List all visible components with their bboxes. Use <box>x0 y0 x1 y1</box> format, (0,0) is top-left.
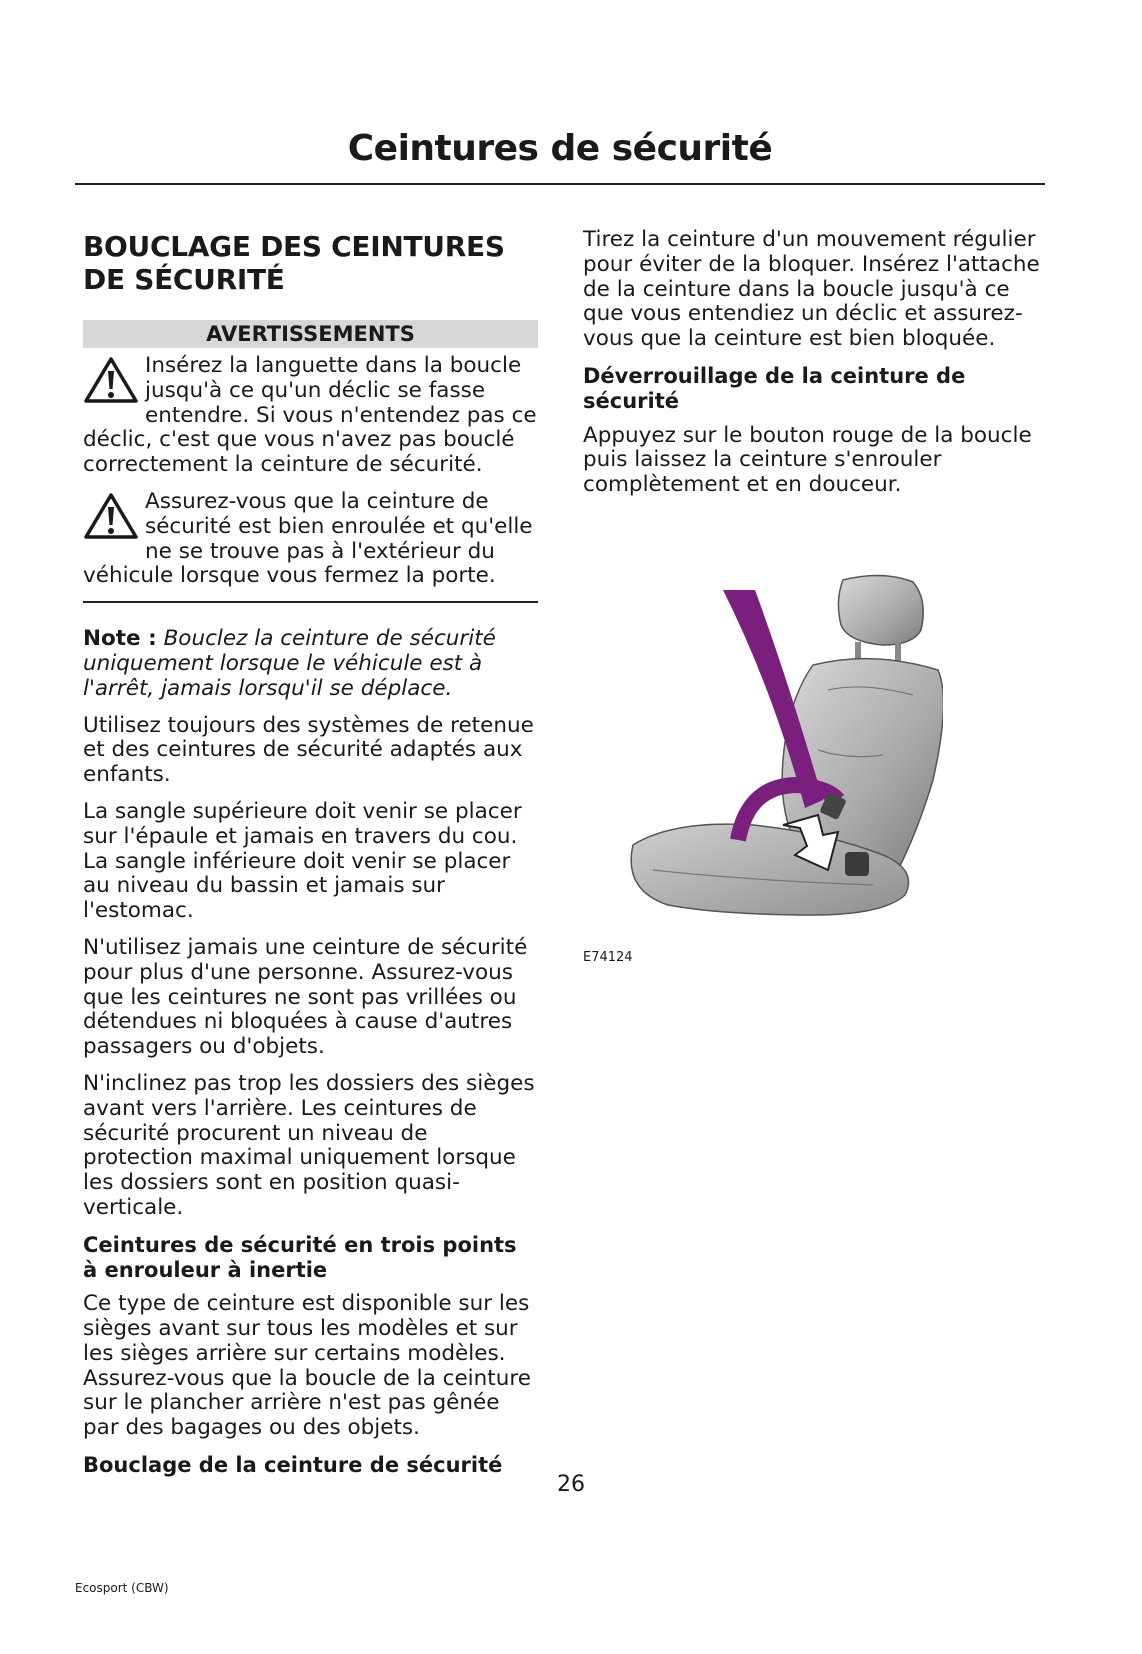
warning-triangle-icon <box>83 356 139 404</box>
figure-id: E74124 <box>583 950 633 965</box>
warning-item <box>83 354 538 478</box>
warnings-divider <box>83 601 538 603</box>
warning-text: Insérez la languette dans la boucle jusqu'à ce qu'un déclic se fasse entendre. Si vous n'entendez pas ce déclic, c'est que vous n'avez pas bouclé correctement la ceinture de sécurité. <box>83 353 537 478</box>
warning-text: Assurez-vous que la ceinture de sécurité est bien enroulée et qu'elle ne se trouve pas à l'extérieur du véhicule lorsque vous fermez la porte. <box>83 488 533 589</box>
note-text: Bouclez la ceinture de sécurité uniquement lorsque le véhicule est à l'arrêt, jamais lorsqu'il se déplace. <box>83 626 496 701</box>
warning-item <box>83 490 538 589</box>
title-divider <box>75 183 1045 185</box>
warning-triangle-icon <box>83 492 139 540</box>
paragraph: Ce type de ceinture est disponible sur les sièges avant sur tous les modèles et sur les sièges arrière sur certains modèles. Assurez-vous que la boucle de la ceinture sur le plancher arrière n'est pas gênée par des bagages ou des objets. <box>83 1291 531 1441</box>
left-column <box>83 228 538 1488</box>
note-label: Note : <box>83 626 157 652</box>
paragraph: Tirez la ceinture d'un mouvement régulier pour éviter de la bloquer. Insérez l'attache de la ceinture dans la boucle jusqu'à ce que vous entendiez un déclic et assurez-vous que la ceinture est bien bloquée. <box>583 227 1040 352</box>
subheading-unlock: Déverrouillage de la ceinture de sécurité <box>583 363 966 413</box>
subheading-fastening: Bouclage de la ceinture de sécurité <box>83 1453 503 1478</box>
right-column <box>583 228 1043 510</box>
paragraph: La sangle supérieure doit venir se placer sur l'épaule et jamais en travers du cou. La sangle inférieure doit venir se placer au niveau du bassin et jamais sur l'estomac. <box>83 798 522 924</box>
paragraph: Utilisez toujours des systèmes de retenue et des ceintures de sécurité adaptés aux enfants. <box>83 712 534 788</box>
section-title: BOUCLAGE DES CEINTURES DE SÉCURITÉ <box>83 230 505 296</box>
page-title: Ceintures de sécurité <box>347 128 773 169</box>
page-number: 26 <box>557 1472 585 1497</box>
note <box>83 627 538 701</box>
warnings-heading: AVERTISSEMENTS <box>83 320 538 348</box>
paragraph: Appuyez sur le bouton rouge de la boucle puis laissez la ceinture s'enrouler complètement et en douceur. <box>583 422 1032 498</box>
paragraph: N'utilisez jamais une ceinture de sécurité pour plus d'une personne. Assurez-vous que les ceintures ne sont pas vrillées ou détendues ni bloquées à cause d'autres passagers ou d'objets. <box>83 934 528 1060</box>
paragraph: N'inclinez pas trop les dossiers des sièges avant vers l'arrière. Les ceintures de sécurité procurent un niveau de protection maximal uniquement lorsque les dossiers sont en position quasi-verticale. <box>83 1070 535 1220</box>
subheading-inertia: Ceintures de sécurité en trois points à enrouleur à inertie <box>83 1232 517 1282</box>
footer-model: Ecosport (CBW) <box>75 1581 169 1595</box>
seat-belt-illustration <box>583 570 943 975</box>
